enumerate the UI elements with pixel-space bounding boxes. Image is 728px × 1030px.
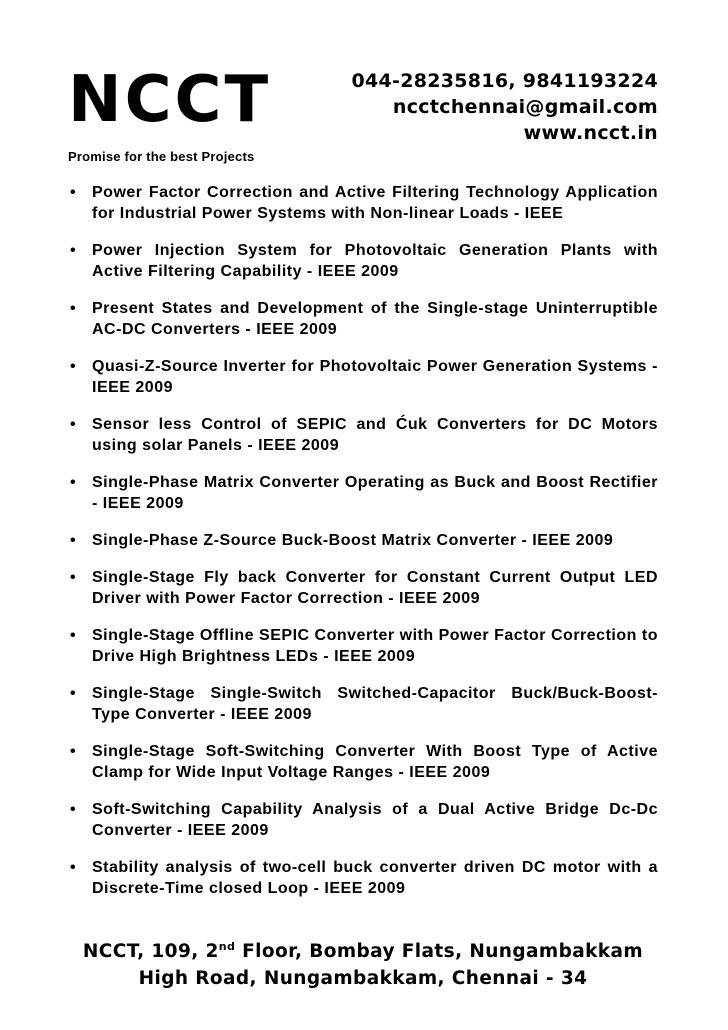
bullet-icon: • <box>70 358 77 375</box>
bullet-icon: • <box>70 743 77 760</box>
project-title: Single-Stage Single-Switch Switched-Capacitor Buck/Buck-Boost-Type Converter - IEEE 2009 <box>92 685 658 723</box>
address-floor-ordinal: nd <box>218 939 236 953</box>
contact-block <box>351 68 658 146</box>
company-logo: NCCT <box>68 63 272 137</box>
list-item <box>68 472 658 514</box>
list-item <box>68 799 658 841</box>
bullet-icon: • <box>70 474 77 491</box>
project-list <box>68 182 658 915</box>
address-line-1 <box>68 938 658 965</box>
project-title: Soft-Switching Capability Analysis of a Dual Active Bridge Dc-Dc Converter - IEEE 2009 <box>92 801 658 839</box>
list-item <box>68 683 658 725</box>
bullet-icon: • <box>70 859 77 876</box>
list-item <box>68 240 658 282</box>
list-item <box>68 414 658 456</box>
project-title: Stability analysis of two-cell buck converter driven DC motor with a Discrete-Time closed Loop - IEEE 2009 <box>92 859 658 897</box>
project-title: Power Factor Correction and Active Filtering Technology Application for Industrial Power Systems with Non-linear Loads - IEEE <box>92 184 658 222</box>
bullet-icon: • <box>70 532 77 549</box>
address-line-2: High Road, Nungambakkam, Chennai - 34 <box>138 968 588 989</box>
project-title: Single-Phase Z-Source Buck-Boost Matrix Converter - IEEE 2009 <box>92 532 614 549</box>
project-title: Single-Stage Offline SEPIC Converter with Power Factor Correction to Drive High Brightness LEDs - IEEE 2009 <box>92 627 658 665</box>
project-title: Sensor less Control of SEPIC and Ćuk Converters for DC Motors using solar Panels - IEEE 2009 <box>92 416 658 454</box>
bullet-icon: • <box>70 801 77 818</box>
address-line-1-prefix: NCCT, 109, 2 <box>82 941 219 962</box>
tagline: Promise for the best Projects <box>68 149 255 164</box>
project-title: Single-Stage Fly back Converter for Constant Current Output LED Driver with Power Factor Correction - IEEE 2009 <box>92 569 658 607</box>
list-item <box>68 625 658 667</box>
project-title: Power Injection System for Photovoltaic Generation Plants with Active Filtering Capability - IEEE 2009 <box>92 242 658 280</box>
address-footer <box>68 938 658 992</box>
bullet-icon: • <box>70 685 77 702</box>
list-item <box>68 298 658 340</box>
project-title: Single-Stage Soft-Switching Converter With Boost Type of Active Clamp for Wide Input Voltage Ranges - IEEE 2009 <box>92 743 658 781</box>
list-item <box>68 741 658 783</box>
list-item <box>68 857 658 899</box>
project-title: Single-Phase Matrix Converter Operating as Buck and Boost Rectifier - IEEE 2009 <box>92 474 658 512</box>
phone-numbers: 044-28235816, 9841193224 <box>351 70 658 92</box>
bullet-icon: • <box>70 416 77 433</box>
list-item <box>68 567 658 609</box>
list-item <box>68 356 658 398</box>
project-title: Present States and Development of the Single-stage Uninterruptible AC-DC Converters - IEEE 2009 <box>92 300 658 338</box>
bullet-icon: • <box>70 300 77 317</box>
bullet-icon: • <box>70 242 77 259</box>
bullet-icon: • <box>70 184 77 201</box>
bullet-icon: • <box>70 627 77 644</box>
list-item <box>68 182 658 224</box>
list-item <box>68 530 658 551</box>
project-title: Quasi-Z-Source Inverter for Photovoltaic Power Generation Systems - IEEE 2009 <box>92 358 658 396</box>
bullet-icon: • <box>70 569 77 586</box>
address-line-1-suffix: Floor, Bombay Flats, Nungambakkam <box>235 941 644 962</box>
email-address[interactable]: ncctchennai@gmail.com <box>392 96 658 118</box>
website-link[interactable]: www.ncct.in <box>523 122 658 144</box>
